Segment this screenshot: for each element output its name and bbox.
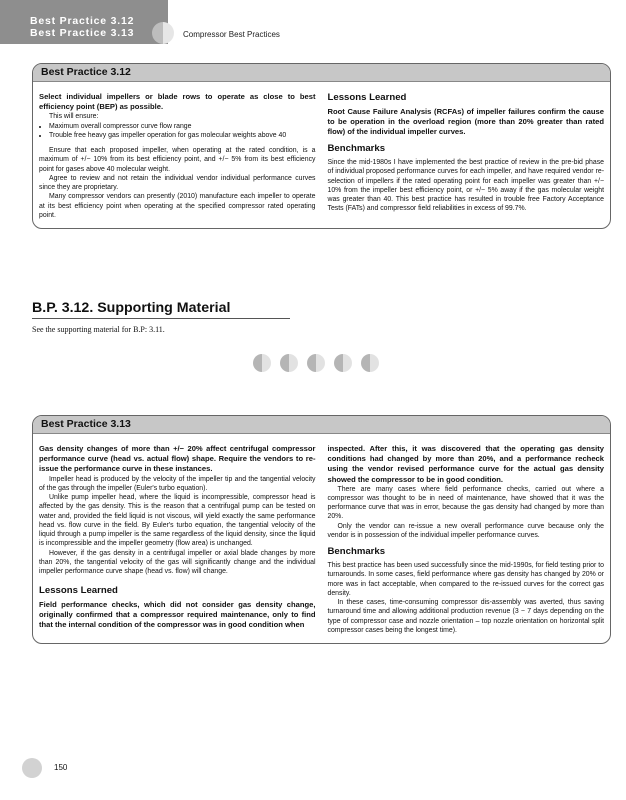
paragraph: Agree to review and not retain the individual vendor individual performance curves since they are proprietary.: [39, 174, 316, 192]
paragraph: There are many cases where field performance checks, carried out where a compressor was thought to be in need of maintenance, have showed that it was the performance curve that was in error, because the gas density had changed by more than 20%.: [327, 485, 604, 521]
section-title: B.P. 3.12. Supporting Material: [32, 300, 231, 316]
paragraph: Many compressor vendors can presently (2010) manufacture each impeller to operate at its best efficiency point when operating at the specified compressor rated operating point.: [39, 193, 316, 219]
ensure-intro: This will ensure:: [49, 113, 99, 121]
running-title: Compressor Best Practices: [183, 30, 280, 39]
left-column: [39, 92, 316, 220]
benchmarks-heading: Benchmarks: [327, 143, 386, 155]
right-column: [328, 92, 605, 220]
lessons-learned-text: Field performance checks, which did not consider gas density change, originally confirmed that a compressor required maintenance, only to find that the internal condition of the compressor was in good condition when: [39, 600, 316, 630]
ornament-dot: [253, 354, 271, 372]
box-title: Best Practice 3.12: [33, 64, 610, 82]
lessons-learned-text: Root Cause Failure Analysis (RCFAs) of impeller failures confirm the cause to be operation in the overload region (more than 20% greater than rated flow) of the individual impeller curves.: [327, 106, 604, 137]
benchmarks-text: Since the mid-1980s I have implemented the best practice of review in the pre-bid phase of individual proposed performance curves for each impeller, and have required vendor re-selection of impellers if the rated operating point for each impeller was greater than +/− 10% from the impeller best efficiency point, or +/− 5% away if the gas molecular weight was greater than 40. This best practice has resulted in trouble free Factory Acceptance Tests (FATs) and compressor field reliabilities in excess of 99.7%.: [327, 159, 604, 213]
page-number: 150: [54, 763, 68, 772]
lessons-continued: inspected. After this, it was discovered that the operating gas density conditions had changed by more than 20%, and a performance recheck using the vendor revised performance curve for the actual gas density showed the compressor to be in good condition.: [327, 444, 604, 484]
lessons-learned-heading: Lessons Learned: [327, 92, 407, 103]
tab-line-1: Best Practice 3.12: [30, 15, 135, 27]
paragraph: This best practice has been used successfully since the mid-1990s, for field testing prior to turnarounds. In some cases, field performance where gas density has changed by 20% or more was in fact acceptable, when compared to the re-issued curves for the correct gas density.: [327, 562, 604, 597]
paragraph: In these cases, time-consuming compressor dis-assembly was averted, thus saving turnaround time and allowing additional production revenue (3 − 7 days depending on the type of compressor case and nozzle orientation – top nozzle orientation on horizontal split compressor cases being the longest time).: [327, 599, 604, 634]
left-column: [39, 444, 316, 635]
chapter-tab: [0, 0, 168, 44]
ornament-dot: [280, 354, 298, 372]
paragraph: Unlike pump impeller head, where the liquid is incompressible, compressor head is affected by the gas density. This is the reason that a centrifugal pump can be tested on water and, provided the field liquid is not viscous, will yield exactly the same performance head vs. flow curve in the field. By Euler's turbo equation, the tangential velocity of the liquid through a pump impeller is the same regardless of the liquid density, since the liquid is incompressible and the impeller geometry (flow area) is unchanged.: [39, 494, 316, 548]
lead-statement: Gas density changes of more than +/− 20% affect centrifugal compressor performance curve (head vs. actual flow) shape. Require the vendors to re-issue the performance curve in these instances.: [39, 444, 316, 474]
paragraph: Impeller head is produced by the velocity of the impeller tip and the tangential velocity of the gas through the impeller (Euler's turbo equation).: [39, 475, 316, 492]
separator-ornament: [253, 354, 379, 372]
benchmarks-heading: Benchmarks: [327, 546, 386, 558]
header-circle-ornament: [152, 22, 174, 44]
best-practice-3-13-box: [32, 415, 611, 644]
box-title: Best Practice 3.13: [33, 416, 610, 434]
paragraph: However, if the gas density in a centrifugal impeller or axial blade changes by more than 20%, the tangential velocity of the gas will significantly change and the individual impeller performance curve shape (head vs. flow) will change.: [39, 549, 316, 576]
best-practice-3-12-box: [32, 63, 611, 229]
right-column: [328, 444, 605, 635]
paragraph: Only the vendor can re-issue a new overall performance curve because only the vendor is in possession of the individual impeller performance curves.: [327, 522, 604, 539]
section-rule: [32, 318, 290, 319]
tab-line-2: Best Practice 3.13: [30, 27, 135, 39]
ornament-dot: [334, 354, 352, 372]
list-item: • Maximum overall compressor curve flow range: [49, 122, 316, 131]
lead-statement: Select individual impellers or blade rows to operate as close to best efficiency point (BEP) as possible.: [39, 92, 316, 112]
lessons-learned-heading: Lessons Learned: [39, 585, 118, 597]
list-item: • Trouble free heavy gas impeller operation for gas molecular weights above 40: [49, 131, 316, 140]
ornament-dot: [361, 354, 379, 372]
page-number-ornament: [22, 758, 42, 778]
ensure-list: [39, 122, 316, 141]
ornament-dot: [307, 354, 325, 372]
paragraph: Ensure that each proposed impeller, when operating at the rated condition, is a maximum of +/− 10% from its best efficiency point, and +/− 5% from its best efficiency point for gases above 40 molecular weight.: [39, 147, 316, 173]
section-text: See the supporting material for B.P: 3.11.: [32, 325, 165, 334]
